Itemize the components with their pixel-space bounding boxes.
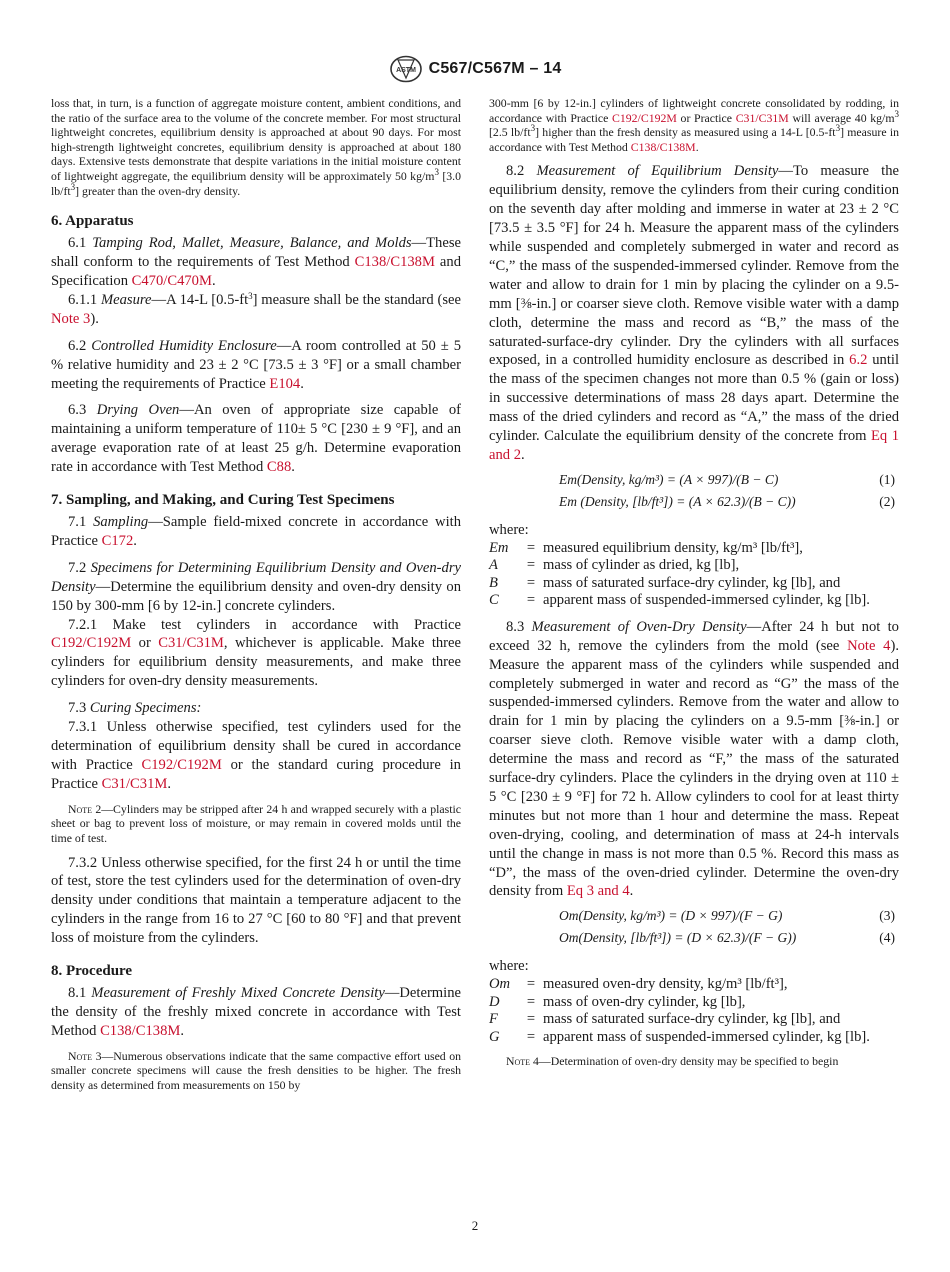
definitions-table-1: [489, 540, 899, 610]
paragraph-7-2: 7.2 Specimens for Determining Equilibrium Density and Oven-dry Density—Determine the equilibrium density and oven-dry density on 150 by 300-mm [6 by 12-in.] concrete cylinders.: [51, 559, 461, 614]
definition-row: A = mass of cylinder as dried, kg [lb],: [489, 557, 740, 574]
paragraph-7-3-2: 7.3.2 Unless otherwise specified, for the first 24 h or until the time of test, store the test cylinders used for the determination of oven-dry density under conditions that maintain a temperature adjacent to the cylinders in the range from 16 to 27 °C [60 to 80 °F] and that prevent loss of moisture from the cylinders.: [51, 854, 461, 947]
link-c172[interactable]: C172: [101, 532, 134, 549]
link-note-4[interactable]: Note 4: [847, 637, 891, 654]
definition-row: B = mass of saturated surface-dry cylinder, kg [lb], and: [489, 574, 841, 591]
link-c88[interactable]: C88: [266, 459, 292, 476]
left-column: [51, 96, 461, 1093]
definitions-table-2: [489, 976, 899, 1046]
paragraph-7-2-1: 7.2.1 Make test cylinders in accordance with Practice C192/C192M or C31/C31M, whichever is applicable. Make three cylinders for equilibrium density measurements, and make three cylinders for oven-dry density measurements.: [51, 616, 461, 690]
right-column: [489, 96, 899, 1069]
link-c138[interactable]: C138/C138M: [354, 254, 435, 271]
link-c31-b[interactable]: C31/C31M: [101, 775, 168, 792]
link-c192[interactable]: C192/C192M: [51, 635, 132, 652]
paragraph-6-2: 6.2 Controlled Humidity Enclosure—A room controlled at 50 ± 5 % relative humidity and 23 ± 2 °C [73.5 ± 3 °F] or a small chamber meeting the requirements of Practice E104.: [51, 337, 462, 392]
link-eq-1-2[interactable]: Eq 1 and 2: [489, 428, 899, 463]
paragraph-6-1: 6.1 Tamping Rod, Mallet, Measure, Balance, and Molds—These shall conform to the requirements of Test Method C138/C138M and Specification C470/C470M.: [51, 235, 461, 289]
definition-row: G = apparent mass of suspended-immersed cylinder, kg [lb].: [489, 1028, 870, 1045]
note-3: Note 3—Numerous observations indicate that the same compactive effort used on smaller concrete specimens will cause the fresh densities to be higher. The fresh density as determined from measurements on 150 by: [51, 1048, 461, 1092]
link-c31-c[interactable]: C31/C31M: [735, 110, 789, 125]
definition-row: C = apparent mass of suspended-immersed cylinder, kg [lb].: [489, 592, 870, 609]
section-7-heading: 7. Sampling, and Making, and Curing Test Specimens: [51, 492, 395, 509]
equation-3: Om(Density, kg/m³) = (D × 997)/(F − G) (3): [559, 908, 895, 924]
definition-row: Om = measured oven-dry density, kg/m³ [lb/ft³],: [489, 976, 788, 993]
equation-4: Om(Density, [lb/ft³]) = (D × 62.3)/(F − G)) (4): [559, 930, 895, 946]
paragraph-7-1: 7.1 Sampling—Sample field-mixed concrete in accordance with Practice C172.: [51, 514, 461, 549]
definition-row: F = mass of saturated surface-dry cylinder, kg [lb], and: [489, 1011, 841, 1028]
link-eq-3-4[interactable]: Eq 3 and 4: [566, 883, 630, 900]
paragraph-6-1-1: 6.1.1 Measure—A 14-L $[0.5-ft^3]$ measure shall be the standard (see Note 3).: [51, 290, 461, 327]
link-c31[interactable]: C31/C31M: [158, 635, 224, 652]
section-8-heading: 8. Procedure: [51, 963, 133, 980]
link-6-2[interactable]: 6.2: [849, 352, 868, 369]
paragraph-6-3: 6.3 Drying Oven—An oven of appropriate size capable of maintaining a uniform temperature of 110± 5 °C [230 ± 9 °F], and an average evaporation rate of at least 25 g/h. Determine evaporation rate in accordance with Test Method C88.: [51, 402, 461, 476]
link-c470[interactable]: C470/C470M: [131, 272, 212, 289]
document-id: C567/C567M – 14: [428, 60, 562, 77]
paragraph-7-3-1: 7.3.1 Unless otherwise specified, test cylinders used for the determination of equilibrium density shall be cured in accordance with Practice C192/C192M or the standard curing procedure in Practice C31/C31M.: [51, 719, 461, 792]
where-label-1: where:: [489, 521, 529, 538]
equation-2: Em (Density, [lb/ft³]) = (A × 62.3)/(B − C)) (2): [559, 493, 895, 509]
intro-paragraph: loss that, in turn, is a function of aggregate moisture content, ambient conditions, and the ratio of the surface area to the volume of the concrete member. For most structural lightweight concretes, equilibrium density is approached at about 90 days. For most high-strength lightweight concretes, equilibrium density is approached at about 180 days. Extensive tests demonstrate that despite variations in the initial moisture content of lightweight aggregate, the equilibrium density will be approximately 50 $kg/m^3$ [3.0 $lb/ft^3$] greater than the oven-dry density.: [51, 96, 461, 198]
link-c138-c[interactable]: C138/C138M: [630, 139, 696, 154]
where-label-2: where:: [489, 958, 529, 975]
astm-logo-icon: [389, 55, 423, 83]
note-4: Note 4—Determination of oven-dry density may be specified to begin: [506, 1054, 839, 1069]
svg-text:ASTM: ASTM: [395, 67, 416, 74]
page-number: 2: [471, 1218, 479, 1233]
definition-row: D = mass of oven-dry cylinder, kg [lb],: [489, 993, 746, 1010]
link-c138-b[interactable]: C138/C138M: [100, 1022, 181, 1039]
page-header: [0, 54, 950, 84]
note-3-continued: 300-mm [6 by 12-in.] cylinders of lightweight concrete consolidated by rodding, in accordance with Practice C192/C192M or Practice C31/C31M will average 40 $kg/m^3$ [2.5 $lb/ft^3$] higher than the fresh density as measured using a 14-L $[0.5-ft^3]$ measure in accordance with Test Method C138/C138M.: [489, 96, 899, 154]
paragraph-7-3: 7.3 Curing Specimens:: [68, 700, 202, 717]
paragraph-8-1: 8.1 Measurement of Freshly Mixed Concrete Density—Determine the density of the freshly mixed concrete in accordance with Test Method C138/C138M.: [51, 985, 461, 1039]
definition-row: Em = measured equilibrium density, kg/m³ [lb/ft³],: [489, 539, 803, 556]
link-note-3[interactable]: Note 3: [51, 310, 91, 327]
link-e104[interactable]: E104: [269, 375, 301, 392]
note-2: Note 2—Cylinders may be stripped after 24 h and wrapped securely with a plastic sheet or bag to prevent loss of moisture, or may remain in covered molds until the time of test.: [51, 801, 461, 845]
equation-1: Em(Density, kg/m³) = (A × 997)/(B − C) (1): [559, 471, 895, 487]
paragraph-8-2: 8.2 Measurement of Equilibrium Density—To measure the equilibrium density, remove the cylinders from their curing condition on the seventh day after molding and immerse in water at 23 ± 2 °C [73.5 ± 3.5 °F] for 24 h. Measure the apparent mass of the cylinders while suspended and completely submerged in water and record as “C,” the mass of the suspended-immersed cylinder. Remove from the water and allow to drain for 1 min by placing the cylinder on a 9.5-mm [⅜-in.] or coarser sieve cloth. Remove visible water with a damp cloth, determine the mass and record as “B,” the mass of the saturated-surface-dry cylinder. Dry the cylinders with all surfaces exposed, in a controlled humidity enclosure as described in 6.2 until the mass of the specimen changes not more than 0.5 % (gain or loss) in successive determinations of mass 28 days apart. Determine the mass of the dried cylinders and record as “A,” the mass of the dried cylinder. Calculate the equilibrium density of the concrete from Eq 1 and 2.: [489, 163, 900, 463]
link-c192-b[interactable]: C192/C192M: [141, 756, 222, 773]
link-c192-c[interactable]: C192/C192M: [611, 110, 677, 125]
section-6-heading: 6. Apparatus: [51, 213, 134, 230]
paragraph-8-3: 8.3 Measurement of Oven-Dry Density—After 24 h but not to exceed 32 h, remove the cylinders from the mold (see Note 4). Measure the apparent mass of the cylinders while suspended and completely submerged in water and record as “G” the mass of the suspended-immersed cylinders. Remove from the water and allow to drain for 1 min by placing the cylinders on a 9.5-mm [⅜-in.] or coarser sieve cloth. Remove visible water with a damp cloth, determine the mass and record as “F,” the mass of the saturated surface-dry cylinders. Place the cylinders in the drying oven at 110 ± 5 °C [230 ± 9 °F] for 72 h. Allow cylinders to cool for at least thirty minutes but not more than 1 hour and determine the mass. Repeat oven-drying, cooling, and determination of mass at 24-h intervals until the change in mass is not more than 0.5 %. Record this mass as “D”, the mass of the oven-dried cylinder. Determine the oven-dry density from Eq 3 and 4.: [489, 618, 899, 900]
